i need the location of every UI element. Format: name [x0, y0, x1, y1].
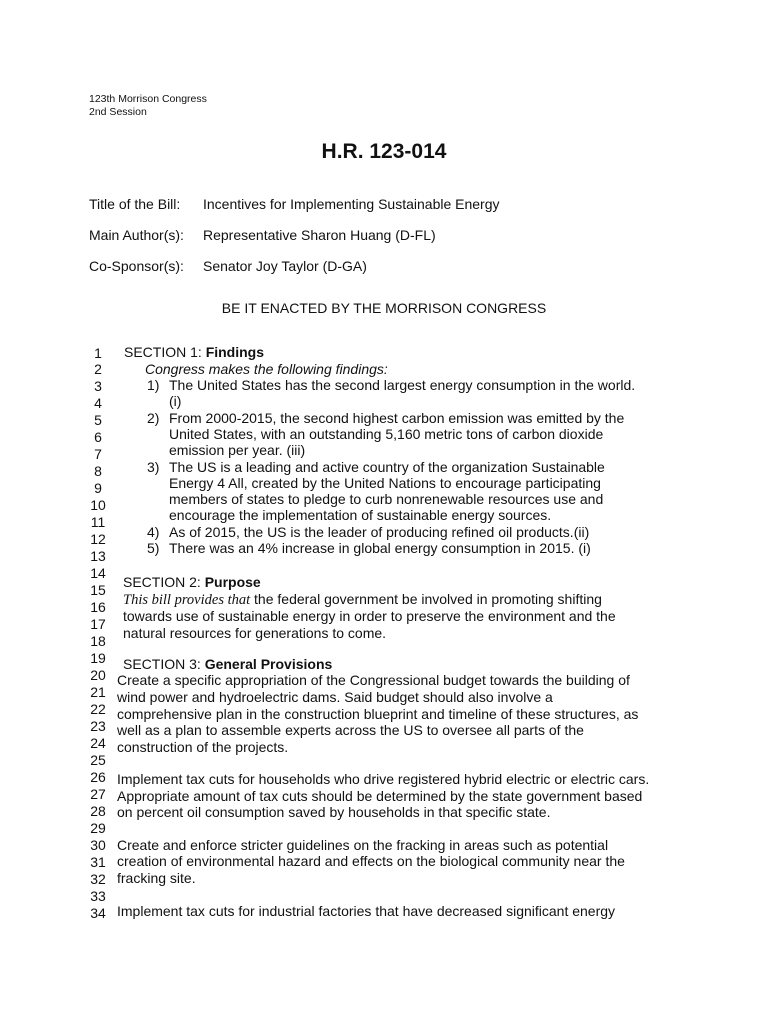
line-number: 24 [90, 735, 106, 751]
finding-line: As of 2015, the US is the leader of producing refined oil products.(ii) [169, 524, 590, 540]
finding-number: 3) [147, 459, 160, 475]
finding-line: The US is a leading and active country of the organization Sustainable [169, 459, 605, 475]
provision-line: Implement tax cuts for households who drive registered hybrid electric or electric cars. [117, 771, 650, 787]
line-number: 23 [90, 718, 106, 734]
provision-line: on percent oil consumption saved by households in that specific state. [117, 804, 551, 820]
section-3-prefix: SECTION 3: [123, 656, 205, 672]
co-sponsor-row [0, 258, 768, 276]
section-2-prefix: SECTION 2: [123, 574, 205, 590]
section-2-title: Purpose [204, 574, 261, 590]
section-1-title: Findings [205, 344, 265, 360]
line-number: 19 [90, 650, 106, 666]
section-2-line: natural resources for generations to come. [123, 625, 387, 641]
line-number: 22 [90, 701, 106, 717]
line-number: 4 [94, 395, 102, 411]
finding-number: 5) [147, 540, 160, 556]
provision-line: Create and enforce stricter guidelines on the fracking in areas such as potential [117, 837, 609, 853]
finding-line: The United States has the second largest energy consumption in the world. [169, 377, 636, 393]
finding-line: members of states to pledge to curb nonrenewable resources use and [169, 491, 604, 507]
finding-line: There was an 4% increase in global energy consumption in 2015. (i) [169, 540, 591, 556]
line-number: 8 [94, 463, 102, 479]
section-3-title: General Provisions [204, 656, 333, 672]
provision-line: comprehensive plan in the construction blueprint and timeline of these structures, as [117, 706, 639, 722]
line-number: 33 [90, 888, 106, 904]
line-number: 7 [94, 446, 102, 462]
provision-line: Implement tax cuts for industrial factories that have decreased significant energy [117, 903, 616, 919]
finding-line: encourage the implementation of sustainable energy sources. [169, 507, 552, 523]
bill-title-value: Incentives for Implementing Sustainable Energy [203, 196, 500, 212]
line-number: 26 [90, 769, 106, 785]
section-1-heading [124, 344, 264, 360]
line-number: 17 [90, 616, 106, 632]
congress-label: 123th Morrison Congress [89, 93, 207, 105]
main-author-row [0, 227, 768, 245]
section-1-intro: Congress makes the following findings: [145, 361, 388, 377]
provision-line: Appropriate amount of tax cuts should be determined by the state government based [117, 788, 643, 804]
session-label: 2nd Session [89, 106, 147, 118]
finding-line: (i) [169, 393, 182, 409]
section-2-heading [123, 574, 261, 590]
finding-number: 2) [147, 410, 160, 426]
line-number: 32 [90, 871, 106, 887]
section-2-text: the federal government be involved in promoting shifting [250, 591, 602, 607]
finding-number: 1) [147, 377, 160, 393]
bill-title-label: Title of the Bill: [89, 196, 181, 212]
provision-line: construction of the projects. [117, 739, 289, 755]
line-number: 11 [90, 514, 106, 530]
bill-number: H.R. 123-014 [321, 140, 447, 163]
line-number: 28 [90, 803, 106, 819]
line-number: 12 [90, 531, 106, 547]
line-number: 10 [90, 497, 106, 513]
section-2-line [123, 591, 602, 608]
provision-line: Create a specific appropriation of the Congressional budget towards the building of [117, 672, 630, 688]
finding-number: 4) [147, 524, 160, 540]
main-author-label: Main Author(s): [89, 227, 184, 243]
finding-line: Energy 4 All, created by the United Nations to encourage participating [169, 475, 601, 491]
line-number: 34 [90, 905, 106, 921]
section-1-prefix: SECTION 1: [124, 344, 206, 360]
line-number: 29 [90, 820, 106, 836]
finding-line: emission per year. (iii) [169, 442, 306, 458]
line-number: 20 [90, 667, 106, 683]
line-number: 14 [90, 565, 106, 581]
finding-line: United States, with an outstanding 5,160 metric tons of carbon dioxide [169, 426, 604, 442]
co-sponsor-value: Senator Joy Taylor (D-GA) [203, 258, 367, 274]
line-number: 31 [90, 854, 106, 870]
section-2-line: towards use of sustainable energy in order to preserve the environment and the [123, 608, 616, 624]
provision-line: fracking site. [117, 870, 196, 886]
line-number: 3 [94, 378, 102, 394]
provision-line: creation of environmental hazard and effects on the biological community near the [117, 853, 625, 869]
finding-line: From 2000-2015, the second highest carbon emission was emitted by the [169, 410, 625, 426]
line-number: 16 [90, 599, 106, 615]
main-author-value: Representative Sharon Huang (D-FL) [203, 227, 436, 243]
provision-line: well as a plan to assemble experts across the US to oversee all parts of the [117, 722, 584, 738]
section-2-lead: This bill provides that [123, 592, 251, 608]
line-number: 6 [94, 429, 102, 445]
line-number: 30 [90, 837, 106, 853]
co-sponsor-label: Co-Sponsor(s): [89, 258, 184, 274]
enactment-clause: BE IT ENACTED BY THE MORRISON CONGRESS [221, 300, 547, 316]
line-number: 9 [94, 480, 102, 496]
line-number: 2 [94, 361, 102, 377]
line-number: 25 [90, 752, 106, 768]
provision-line: wind power and hydroelectric dams. Said budget should also involve a [117, 689, 553, 705]
line-number: 1 [94, 345, 102, 361]
line-number: 27 [90, 786, 106, 802]
section-3-heading [123, 656, 332, 672]
line-number: 5 [94, 412, 102, 428]
line-number: 15 [90, 582, 106, 598]
line-number: 21 [90, 684, 106, 700]
bill-title-row [0, 196, 768, 214]
line-number: 18 [90, 633, 106, 649]
line-number: 13 [90, 548, 106, 564]
